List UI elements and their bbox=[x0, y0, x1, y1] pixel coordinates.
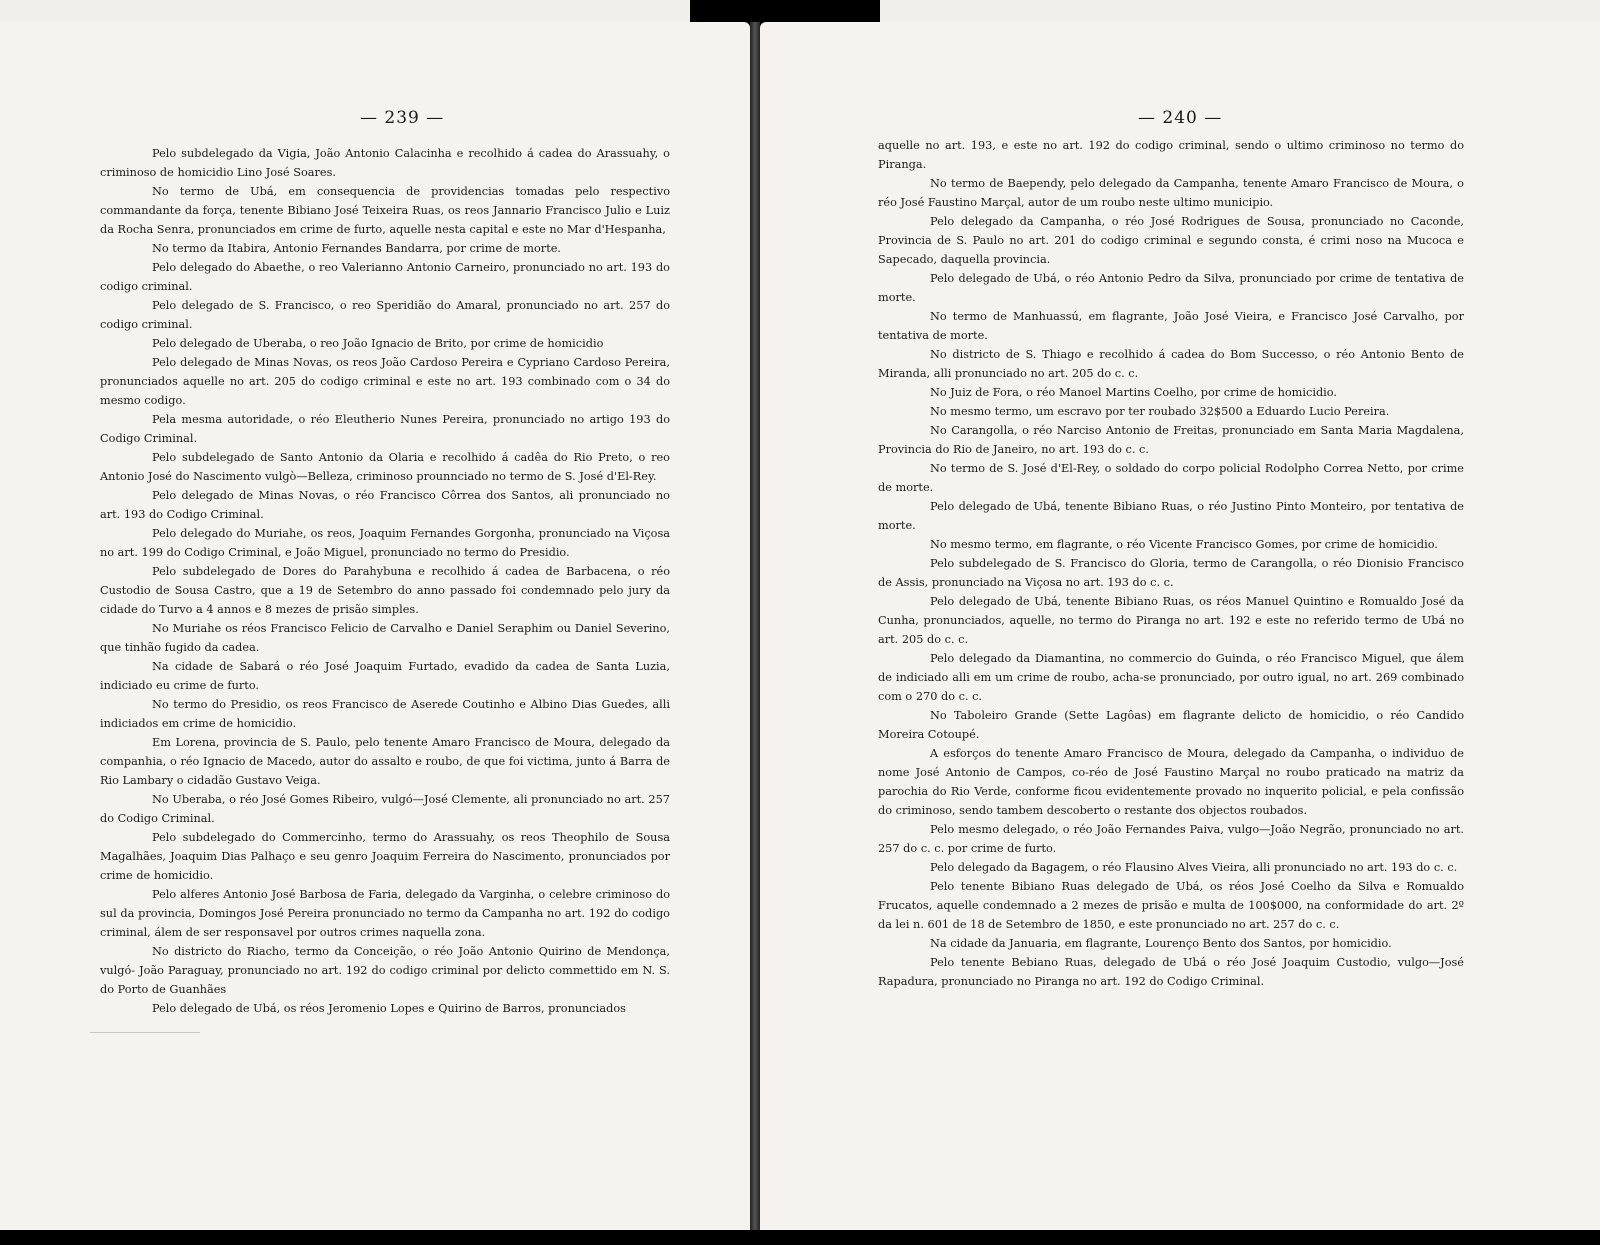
paragraph: Pelo subdelegado de Santo Antonio da Olaria e recolhido á cadêa do Rio Preto, o reo Antonio José do Nascimento vulgò—Belleza, criminoso prounnciado no termo de S. José d'El-Rey. bbox=[100, 451, 670, 483]
paragraph: Pelo delegado de Ubá, tenente Bibiano Ruas, os réos Manuel Quintino e Romualdo José da Cunha, pronunciados, aquelle, no termo do Piranga no art. 192 e este no referido termo de Ubá no art. 205 do c. c. bbox=[878, 595, 1464, 646]
paragraph: No mesmo termo, um escravo por ter roubado 32$500 a Eduardo Lucio Pereira. bbox=[930, 405, 1390, 418]
paragraph: Pelo delegado de Uberaba, o reo João Ignacio de Brito, por crime de homicidio bbox=[152, 337, 604, 350]
book-gutter bbox=[750, 22, 760, 1230]
paragraph: Pelo delegado de Ubá, os réos Jeromenio Lopes e Quirino de Barros, pronunciados bbox=[152, 1002, 626, 1015]
paragraph: Pelo tenente Bebiano Ruas, delegado de Ubá o réo José Joaquim Custodio, vulgo—José Rapadura, pronunciado no Piranga no art. 192 do Codigo Criminal. bbox=[878, 956, 1464, 988]
paragraph: No termo de Ubá, em consequencia de providencias tomadas pelo respectivo commandante da força, tenente Bibiano José Teixeira Ruas, os reos Jannario Francisco Julio e Luiz da Rocha Senra, pronunciados em crime de furto, aquelle nesta capital e este no Mar d'Hespanha, bbox=[100, 185, 670, 236]
paragraph: No termo do Presidio, os reos Francisco de Aserede Coutinho e Albino Dias Guedes, alli indiciados em crime de homicidio. bbox=[100, 698, 670, 730]
page-bottom-mark bbox=[90, 1032, 200, 1033]
paragraph: No Muriahe os réos Francisco Felicio de Carvalho e Daniel Seraphim ou Daniel Severino, que tinhão fugido da cadea. bbox=[100, 622, 670, 654]
paragraph: Pelo subdelegado de S. Francisco do Gloria, termo de Carangolla, o réo Dionisio Francisco de Assis, pronunciado na Viçosa no art. 193 do c. c. bbox=[878, 557, 1464, 589]
paragraph: No termo da Itabira, Antonio Fernandes Bandarra, por crime de morte. bbox=[152, 242, 562, 255]
left-page bbox=[0, 22, 750, 1230]
left-page-text bbox=[100, 144, 670, 1018]
right-page bbox=[760, 22, 1600, 1230]
paragraph: Pela mesma autoridade, o réo Eleutherio Nunes Pereira, pronunciado no artigo 193 do Codigo Criminal. bbox=[100, 413, 670, 445]
paragraph: No mesmo termo, em flagrante, o réo Vicente Francisco Gomes, por crime de homicidio. bbox=[930, 538, 1438, 551]
paragraph: aquelle no art. 193, e este no art. 192 do codigo criminal, sendo o ultimo criminoso no termo do Piranga. bbox=[878, 139, 1464, 171]
page-edge-top-right bbox=[880, 0, 1600, 22]
paragraph: Pelo subdelegado de Dores do Parahybuna e recolhido á cadea de Barbacena, o réo Custodio de Sousa Castro, que a 19 de Setembro do anno passado foi condemnado pelo jury da cidade do Turvo a 4 annos e 8 mezes de prisão simples. bbox=[100, 565, 670, 616]
paragraph: Pelo subdelegado do Commercinho, termo do Arassuahy, os reos Theophilo de Sousa Magalhães, Joaquim Dias Palhaço e seu genro Joaquim Ferreira do Nascimento, pronunciados por crime de homicidio. bbox=[100, 831, 670, 882]
paragraph: Pelo alferes Antonio José Barbosa de Faria, delegado da Varginha, o celebre criminoso do sul da provincia, Domingos José Pereira pronunciado no termo da Campanha no art. 192 do codigo criminal, álem de ser responsavel por outros crimes naquella zona. bbox=[100, 888, 670, 939]
paragraph: Em Lorena, provincia de S. Paulo, pelo tenente Amaro Francisco de Moura, delegado da companhia, o réo Ignacio de Macedo, autor do assalto e roubo, de que foi victima, junto á Barra de Rio Lambary o cidadão Gustavo Veiga. bbox=[100, 736, 670, 787]
paragraph: No Taboleiro Grande (Sette Lagôas) em flagrante delicto de homicidio, o réo Candido Moreira Cotoupé. bbox=[878, 709, 1464, 741]
paragraph: A esforços do tenente Amaro Francisco de Moura, delegado da Campanha, o individuo de nome José Antonio de Campos, co-réo de José Faustino Marçal no roubo praticado na matriz da parochia do Rio Verde, conforme ficou evidentemente provado no inquerito policial, e pela confissão do criminoso, sendo tambem descoberto o restante dos objectos roubados. bbox=[878, 747, 1464, 817]
paragraph: No districto de S. Thiago e recolhido á cadea do Bom Successo, o réo Antonio Bento de Miranda, alli pronunciado no art. 205 do c. c. bbox=[878, 348, 1464, 380]
paragraph: Pelo mesmo delegado, o réo João Fernandes Paiva, vulgo—João Negrão, pronunciado no art. 257 do c. c. por crime de furto. bbox=[878, 823, 1464, 855]
page-edge-top-left bbox=[0, 0, 690, 22]
right-page-text bbox=[878, 136, 1464, 991]
paragraph: No termo de S. José d'El-Rey, o soldado do corpo policial Rodolpho Correa Netto, por crime de morte. bbox=[878, 462, 1464, 494]
paragraph: Na cidade da Januaria, em flagrante, Lourenço Bento dos Santos, por homicidio. bbox=[930, 937, 1392, 950]
paragraph: No Uberaba, o réo José Gomes Ribeiro, vulgó—José Clemente, ali pronunciado no art. 257 do Codigo Criminal. bbox=[100, 793, 670, 825]
paragraph: Na cidade de Sabará o réo José Joaquim Furtado, evadido da cadea de Santa Luzia, indiciado eu crime de furto. bbox=[100, 660, 670, 692]
paragraph: No Carangolla, o réo Narciso Antonio de Freitas, pronunciado em Santa Maria Magdalena, Provincia do Rio de Janeiro, no art. 193 do c. c. bbox=[878, 424, 1464, 456]
paragraph: Pelo delegado de Ubá, o réo Antonio Pedro da Silva, pronunciado por crime de tentativa de morte. bbox=[878, 272, 1464, 304]
paragraph: No termo de Baependy, pelo delegado da Campanha, tenente Amaro Francisco de Moura, o réo José Faustino Marçal, autor de um roubo neste ultimo municipio. bbox=[878, 177, 1464, 209]
page-number-left: — 239 — bbox=[360, 108, 445, 128]
paragraph: No districto do Riacho, termo da Conceição, o réo João Antonio Quirino de Mendonça, vulgó- João Paraguay, pronunciado no art. 192 do codigo criminal por delicto commettido em N. S. do Porto de Guanhães bbox=[100, 945, 670, 996]
paragraph: Pelo delegado de S. Francisco, o reo Speridião do Amaral, pronunciado no art. 257 do codigo criminal. bbox=[100, 299, 670, 331]
paragraph: Pelo delegado de Ubá, tenente Bibiano Ruas, o réo Justino Pinto Monteiro, por tentativa de morte. bbox=[878, 500, 1464, 532]
page-number-right: — 240 — bbox=[1138, 108, 1223, 128]
paragraph: No termo de Manhuassú, em flagrante, João José Vieira, e Francisco José Carvalho, por tentativa de morte. bbox=[878, 310, 1464, 342]
paragraph: Pelo delegado da Bagagem, o réo Flausino Alves Vieira, alli pronunciado no art. 193 do c. c. bbox=[930, 861, 1458, 874]
paragraph: Pelo delegado de Minas Novas, o réo Francisco Côrrea dos Santos, ali pronunciado no art. 193 do Codigo Criminal. bbox=[100, 489, 670, 521]
paragraph: Pelo delegado da Diamantina, no commercio do Guinda, o réo Francisco Miguel, que álem de indiciado alli em um crime de roubo, acha-se pronunciado, por outro igual, no art. 269 combinado com o 270 do c. c. bbox=[878, 652, 1464, 703]
paragraph: Pelo delegado da Campanha, o réo José Rodrigues de Sousa, pronunciado no Caconde, Provincia de S. Paulo no art. 201 do codigo criminal e segundo consta, é crimi noso na Mucoca e Sapecado, daquella provincia. bbox=[878, 215, 1464, 266]
paragraph: No Juiz de Fora, o réo Manoel Martins Coelho, por crime de homicidio. bbox=[930, 386, 1337, 399]
paragraph: Pelo delegado do Muriahe, os reos, Joaquim Fernandes Gorgonha, pronunciado na Viçosa no art. 199 do Codigo Criminal, e João Miguel, pronunciado no termo do Presidio. bbox=[100, 527, 670, 559]
paragraph: Pelo subdelegado da Vigia, João Antonio Calacinha e recolhido á cadea do Arassuahy, o criminoso de homicidio Lino José Soares. bbox=[100, 147, 670, 179]
paragraph: Pelo delegado do Abaethe, o reo Valerianno Antonio Carneiro, pronunciado no art. 193 do codigo criminal. bbox=[100, 261, 670, 293]
paragraph: Pelo tenente Bibiano Ruas delegado de Ubá, os réos José Coelho da Silva e Romualdo Frucatos, aquelle condemnado a 2 mezes de prisão e multa de 100$000, na conformidade do art. 2º da lei n. 601 de 18 de Setembro de 1850, e este pronunciado no art. 257 do c. c. bbox=[878, 880, 1464, 931]
paragraph: Pelo delegado de Minas Novas, os reos João Cardoso Pereira e Cypriano Cardoso Pereira, pronunciados aquelle no art. 205 do codigo criminal e este no art. 193 combinado com o 34 do mesmo codigo. bbox=[100, 356, 670, 407]
